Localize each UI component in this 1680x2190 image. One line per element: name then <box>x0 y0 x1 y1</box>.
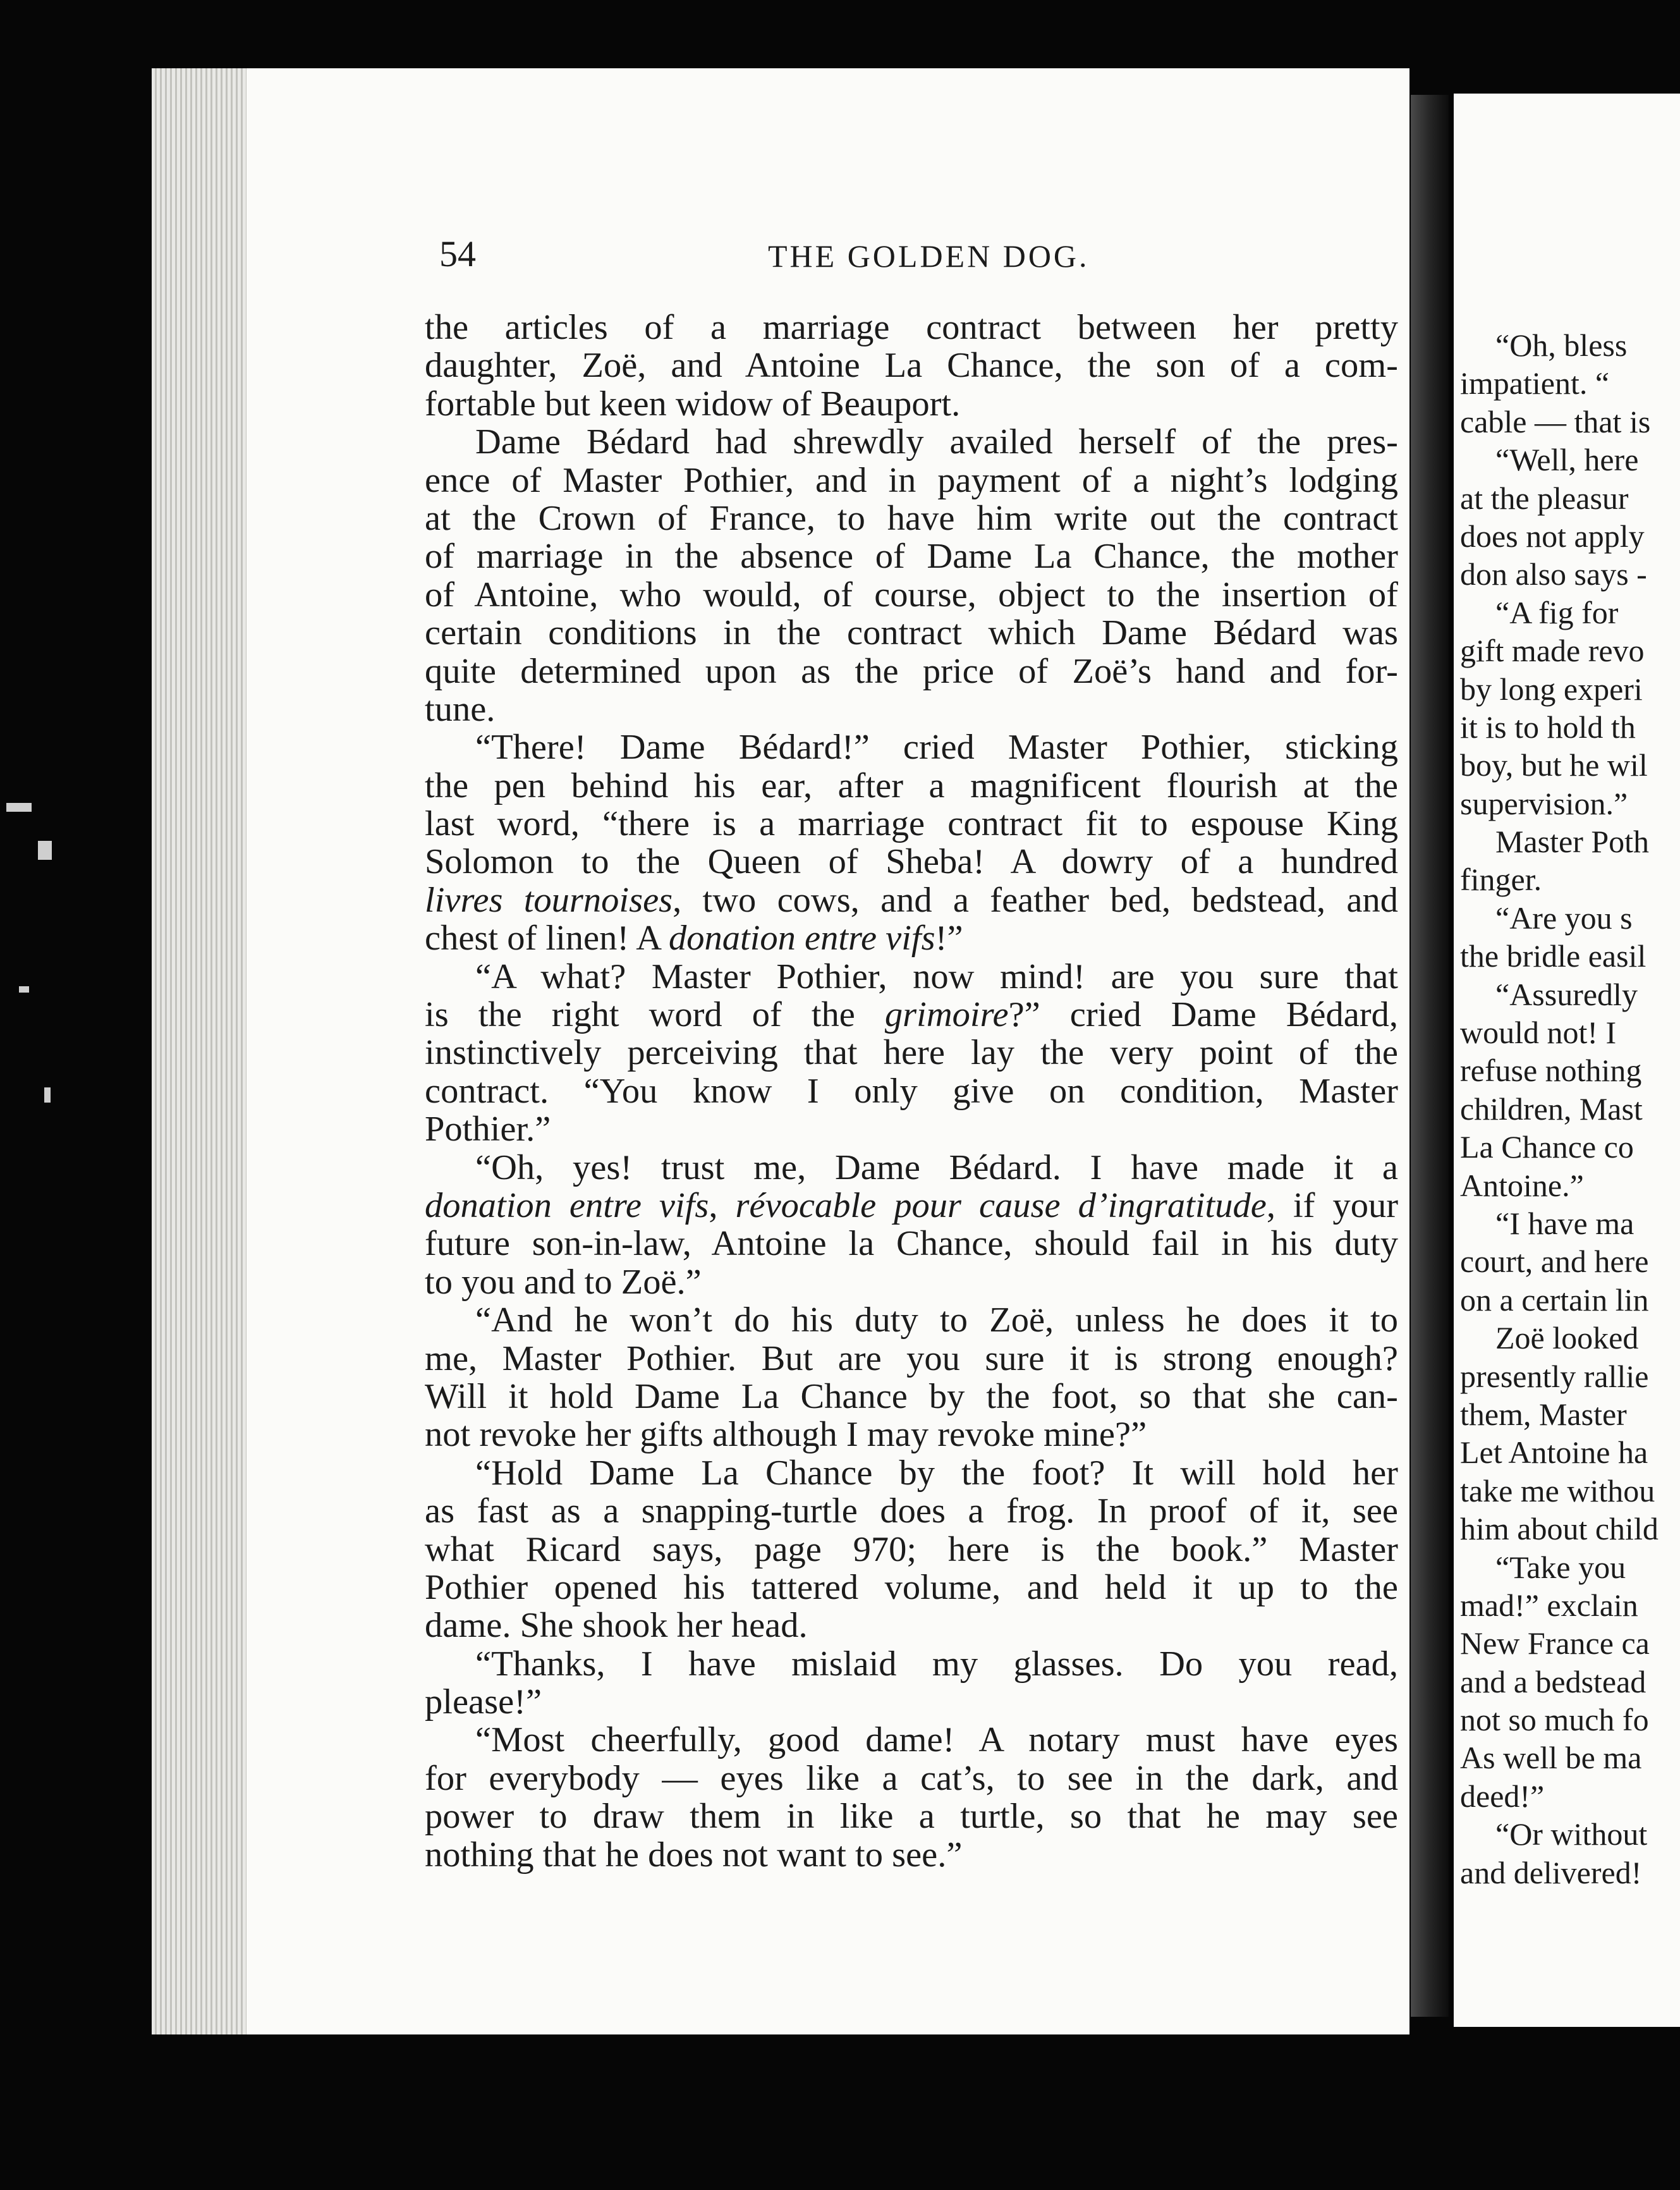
text-line: the bridle easil <box>1460 938 1647 974</box>
text-line: “And he won’t do his duty to Zoë, unless he does it to <box>475 1301 1398 1340</box>
text-line: him about child <box>1460 1511 1659 1547</box>
text-line: me, Master Pothier. But are you sure it is strong enough? <box>425 1339 1398 1378</box>
text-line: Solomon to the Queen of Sheba! A dowry of a hundred <box>425 843 1398 881</box>
text-line: the pen behind his ear, after a magnificent flourish at the <box>425 766 1398 805</box>
text-line: of Antoine, who would, of course, object to the insertion of <box>425 575 1398 615</box>
text-line: Dame Bédard had shrewdly availed herself of the pres- <box>475 423 1398 462</box>
scan-speck <box>6 803 32 812</box>
text-line: don also says - <box>1460 556 1647 592</box>
text-line: gift made revo <box>1460 633 1645 669</box>
text-line: “Thanks, I have mislaid my glasses. Do you read, <box>475 1644 1398 1684</box>
text-line: finger. <box>1460 862 1542 898</box>
text-line: to you and to Zoë.” <box>425 1263 702 1302</box>
text-line: take me withou <box>1460 1472 1655 1508</box>
text-line: Master Poth <box>1495 824 1650 860</box>
text-line: certain conditions in the contract which Dame Bédard was <box>425 614 1398 652</box>
text-line: “Assuredly <box>1495 976 1638 1012</box>
text-line: impatient. “ <box>1460 365 1610 401</box>
running-head <box>439 233 1375 290</box>
text-line: presently rallie <box>1460 1358 1649 1394</box>
text-line: donation entre vifs, révocable pour cause d’ingratitude, if your <box>425 1186 1398 1225</box>
text-line: cable — that is <box>1460 403 1651 439</box>
scan-speck <box>38 841 52 860</box>
text-line: nothing that he does not want to see.” <box>425 1835 963 1875</box>
text-line: daughter, Zoë, and Antoine La Chance, the son of a com- <box>425 346 1398 385</box>
text-line: Let Antoine ha <box>1460 1435 1648 1471</box>
right-page <box>1454 94 1680 2027</box>
text-line: supervision.” <box>1460 785 1628 821</box>
text-line: “Well, here <box>1495 442 1639 478</box>
text-line: refuse nothing <box>1460 1053 1642 1089</box>
text-line: dame. She shook her head. <box>425 1606 808 1645</box>
text-line: “Most cheerfully, good dame! A notary must have eyes <box>475 1721 1398 1759</box>
text-line: contract. “You know I only give on condition, Master <box>425 1072 1398 1111</box>
left-page-text <box>425 309 1398 1902</box>
text-line: power to draw them in like a turtle, so that he may see <box>425 1797 1398 1836</box>
text-line: Zoë looked <box>1495 1320 1639 1356</box>
page-edges <box>152 68 247 2034</box>
text-line: is the right word of the grimoire?” cried Dame Bédard, <box>425 996 1398 1034</box>
text-line: “Are you s <box>1495 900 1633 936</box>
text-line: as fast as a snapping-turtle does a frog. In proof of it, see <box>425 1492 1398 1531</box>
right-page-text <box>1460 326 1680 1892</box>
text-line: at the Crown of France, to have him write out the contract <box>425 499 1398 538</box>
running-head-title: THE GOLDEN DOG. <box>768 238 1090 274</box>
text-line: Pothier opened his tattered volume, and held it up to the <box>425 1568 1398 1607</box>
text-line: “A what? Master Pothier, now mind! are you sure that <box>475 957 1398 996</box>
text-line: would not! I <box>1460 1015 1617 1051</box>
text-line: Pothier.” <box>425 1110 551 1149</box>
scan-speck <box>19 986 29 993</box>
text-line: children, Mast <box>1460 1091 1643 1127</box>
text-line: on a certain lin <box>1460 1282 1649 1318</box>
text-line: Antoine.” <box>1460 1167 1584 1203</box>
text-line: by long experi <box>1460 671 1643 707</box>
text-line: “Or without <box>1495 1816 1648 1852</box>
text-line: instinctively perceiving that here lay the very point of the <box>425 1034 1398 1072</box>
text-line: ence of Master Pothier, and in payment of a night’s lodging <box>425 461 1398 499</box>
text-line: boy, but he wil <box>1460 747 1648 783</box>
text-line: what Ricard says, page 970; here is the book.” Master <box>425 1530 1398 1569</box>
book-gutter <box>1411 95 1449 2017</box>
text-line: “I have ma <box>1495 1205 1634 1241</box>
text-line: at the pleasur <box>1460 480 1629 516</box>
text-line: “Take you <box>1495 1549 1626 1585</box>
text-line: tune. <box>425 690 496 729</box>
text-line: of marriage in the absence of Dame La Chance, the mother <box>425 537 1398 576</box>
text-line: it is to hold th <box>1460 709 1636 745</box>
text-line: livres tournoises, two cows, and a feather bed, bedstead, and <box>425 881 1398 920</box>
text-line: court, and here <box>1460 1244 1649 1280</box>
text-line: chest of linen! A donation entre vifs!” <box>425 919 963 958</box>
text-line: please!” <box>425 1683 542 1722</box>
text-line: future son-in-law, Antoine la Chance, should fail in his duty <box>425 1225 1398 1263</box>
text-line: and delivered! <box>1460 1854 1642 1890</box>
text-line: and a bedstead <box>1460 1663 1647 1699</box>
text-line: La Chance co <box>1460 1129 1634 1165</box>
text-line: mad!” exclain <box>1460 1587 1638 1623</box>
text-line: “Hold Dame La Chance by the foot? It will hold her <box>475 1453 1398 1493</box>
text-line: not so much fo <box>1460 1702 1649 1738</box>
text-line: “A fig for <box>1495 594 1619 630</box>
text-line: quite determined upon as the price of Zoë’s hand and for- <box>425 652 1398 690</box>
text-line: As well be ma <box>1460 1740 1642 1776</box>
scan-speck <box>44 1087 51 1103</box>
text-line: Will it hold Dame La Chance by the foot, so that she can- <box>425 1377 1398 1416</box>
text-line: “There! Dame Bédard!” cried Master Pothier, sticking <box>475 728 1398 767</box>
text-line: fortable but keen widow of Beauport. <box>425 384 961 424</box>
text-line: deed!” <box>1460 1778 1545 1814</box>
text-line: does not apply <box>1460 518 1645 554</box>
text-line: “Oh, yes! trust me, Dame Bédard. I have made it a <box>475 1148 1398 1187</box>
text-line: for everybody — eyes like a cat’s, to see in the dark, and <box>425 1759 1398 1798</box>
text-line: New France ca <box>1460 1625 1650 1661</box>
page-number: 54 <box>439 233 476 274</box>
text-line: last word, “there is a marriage contract fit to espouse King <box>425 805 1398 843</box>
text-line: them, Master <box>1460 1396 1627 1432</box>
text-line: “Oh, bless <box>1495 327 1628 363</box>
text-line: not revoke her gifts although I may revoke mine?” <box>425 1416 1147 1454</box>
text-line: the articles of a marriage contract between her pretty <box>425 309 1398 347</box>
